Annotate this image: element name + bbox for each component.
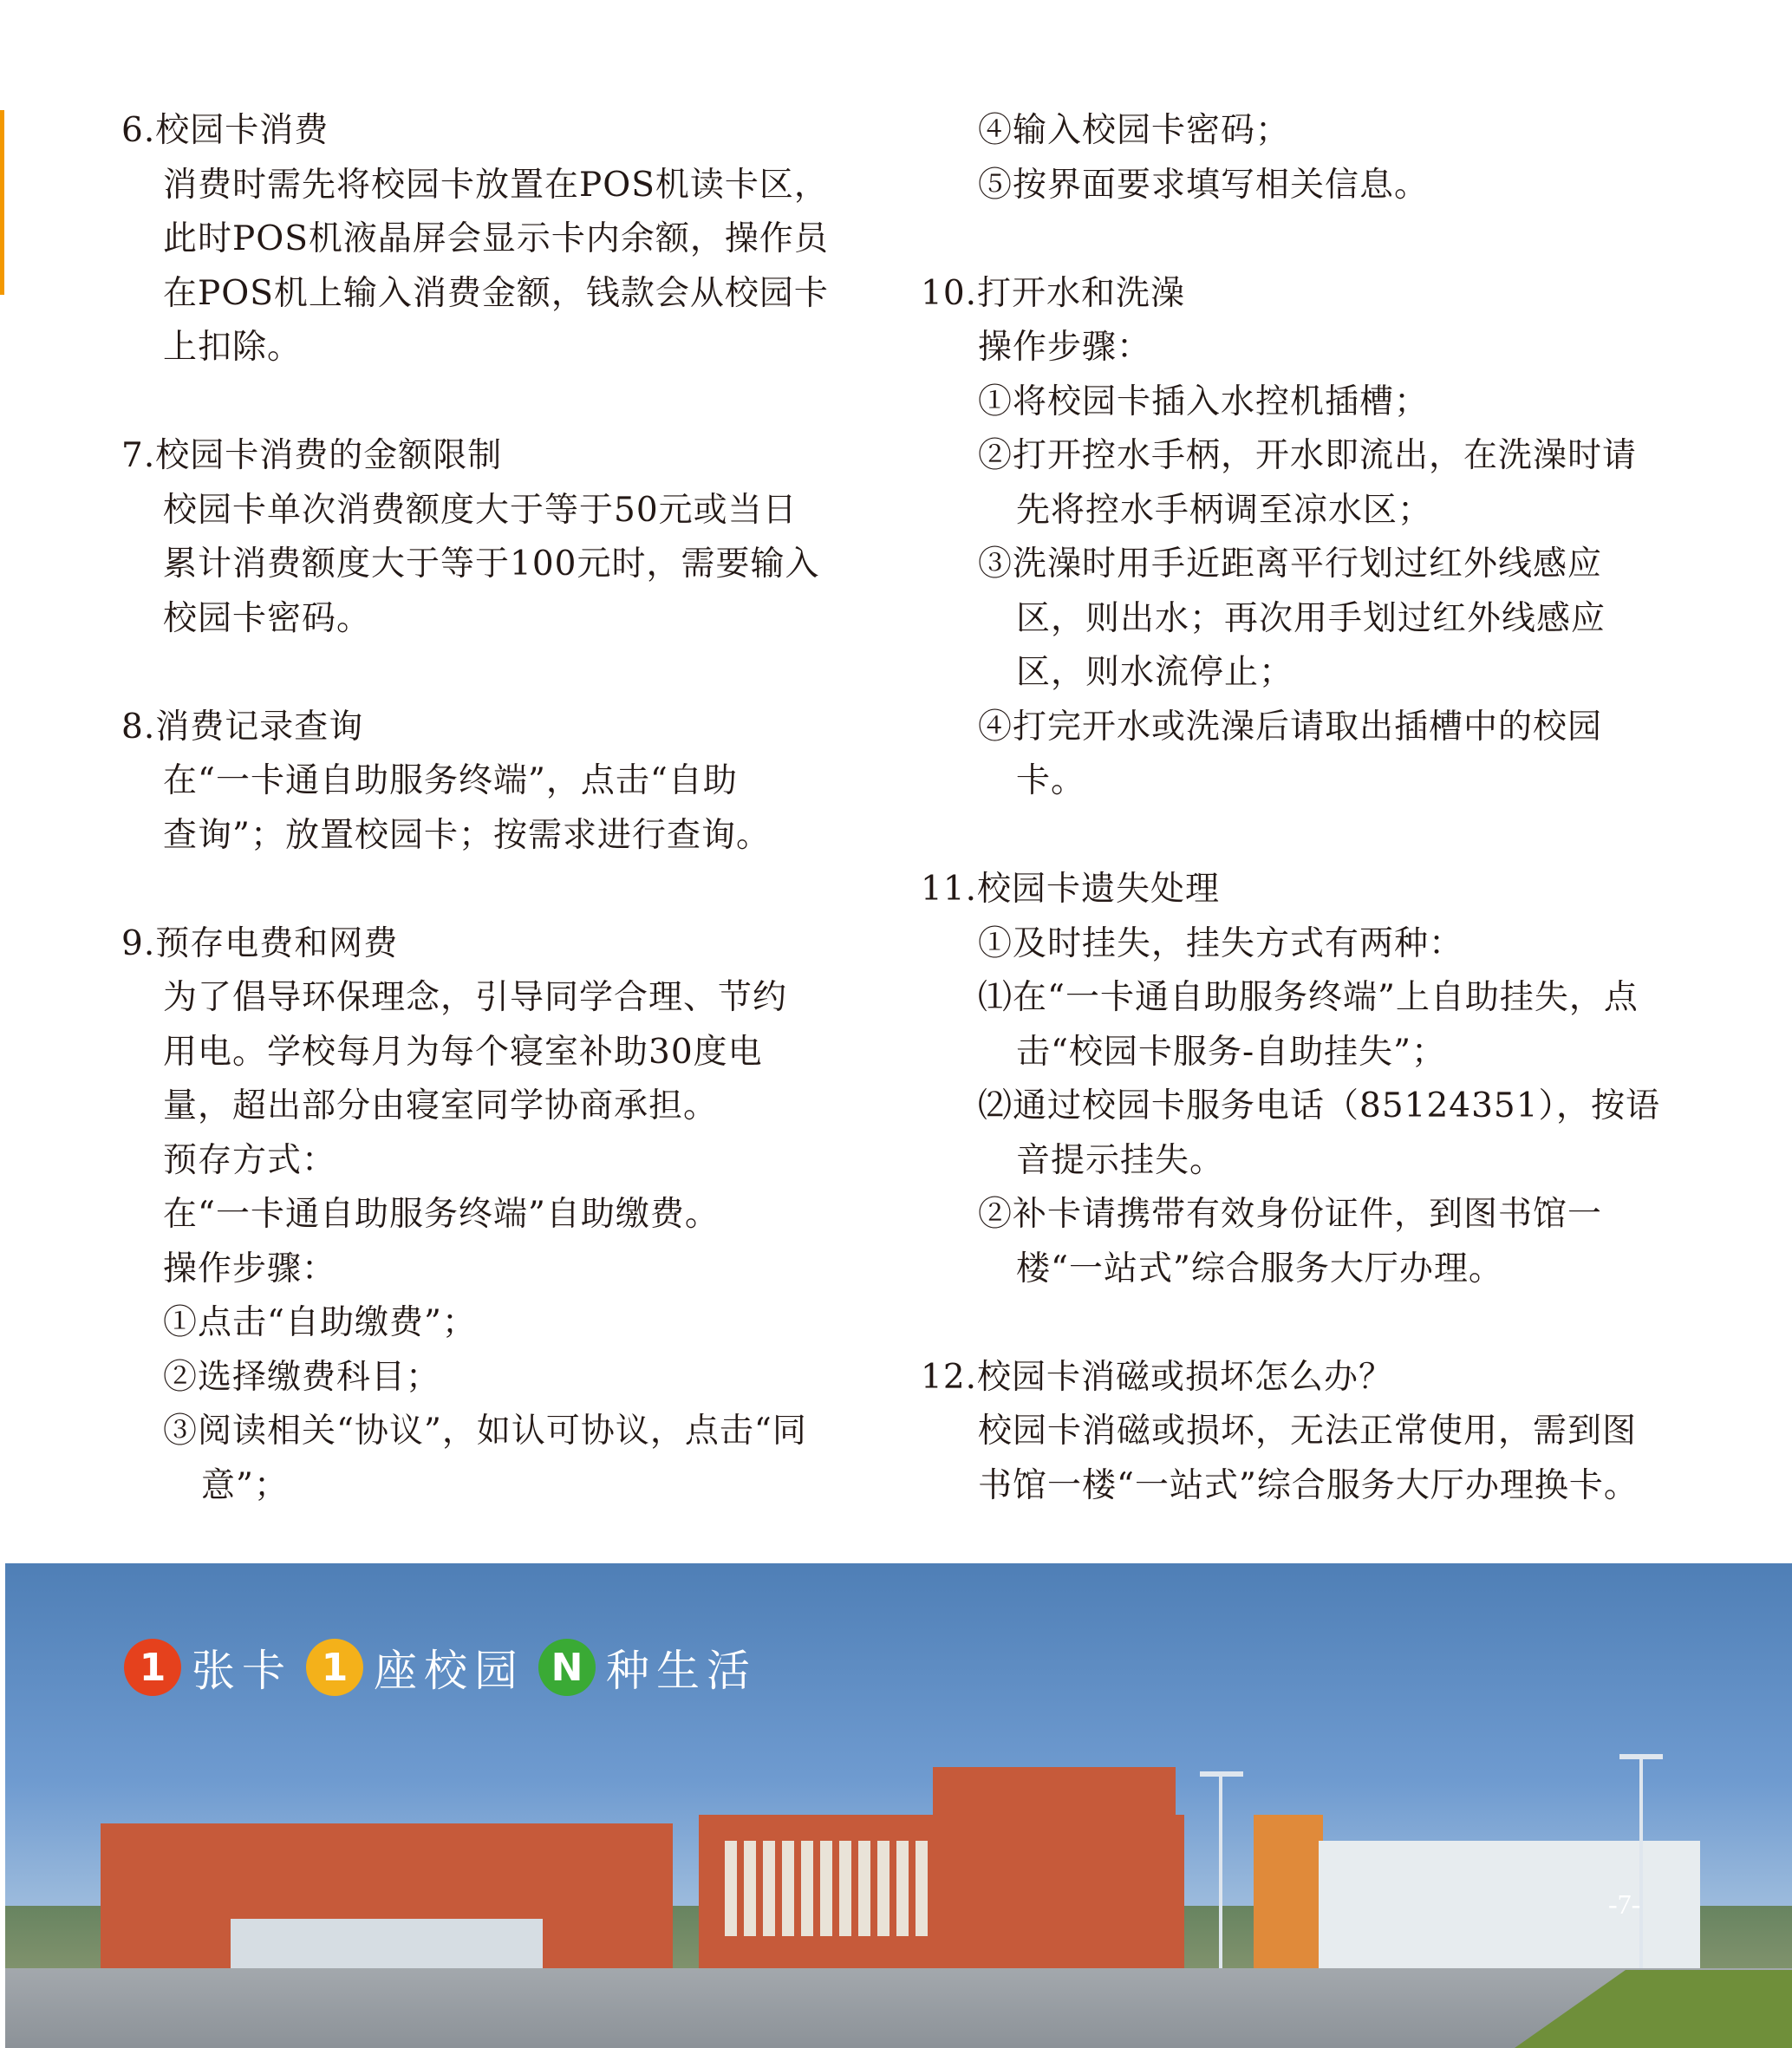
section-12-title: 12.校园卡消磁或损坏怎么办？ — [921, 1357, 1394, 1397]
section-11-title: 11.校园卡遗失处理 — [921, 870, 1221, 909]
slogan-text: 种生活 — [606, 1646, 757, 1696]
street-lamp-head — [1619, 1754, 1663, 1759]
page-number: -7- — [1608, 1888, 1641, 1920]
campus-building — [1319, 1841, 1700, 1971]
section-9-step: ③阅读相关“协议”，如认可协议，点击“同意”； — [163, 1412, 807, 1505]
section-10-title: 10.打开水和洗澡 — [921, 273, 1186, 313]
section-10-step: ④打完开水或洗澡后请取出插槽中的校园卡。 — [978, 707, 1603, 800]
street-lamp — [1219, 1771, 1222, 1971]
section-6-title: 6.校园卡消费 — [121, 111, 329, 150]
section-9-body: 为了倡导环保理念，引导同学合理、节约 用电。学校每月为每个寝室补助30度电 量，超出部分由寝室同学协商承担。 — [163, 978, 788, 1125]
section-10-step: ①将校园卡插入水控机插槽； — [978, 382, 1430, 421]
slogan — [124, 1637, 766, 1698]
section-11-step: ⑴在“一卡通自助服务终端”上自助挂失，点击“校园卡服务-自助挂失”； — [978, 978, 1639, 1072]
accent-bar — [0, 110, 4, 295]
right-column — [921, 104, 1666, 1513]
section-8-title: 8.消费记录查询 — [121, 707, 364, 747]
campus-building — [1254, 1815, 1323, 1971]
building-glass — [231, 1919, 543, 1971]
section-9-title: 9.预存电费和网费 — [121, 923, 399, 963]
campus-banner — [5, 1563, 1792, 2048]
section-9-step: ②选择缴费科目； — [163, 1357, 441, 1397]
section-9-method-label: 预存方式： — [163, 1140, 337, 1180]
section-9-step-cont: ④输入校园卡密码； — [978, 111, 1291, 150]
section-11-step: ⑵通过校园卡服务电话（85124351），按语音提示挂失。 — [978, 1086, 1661, 1180]
section-10-step: ②打开控水手柄，开水即流出，在洗澡时请先将控水手柄调至凉水区； — [978, 436, 1638, 530]
section-11-step: ②补卡请携带有效身份证件，到图书馆一楼“一站式”综合服务大厅办理。 — [978, 1195, 1603, 1288]
section-12-body: 校园卡消磁或损坏，无法正常使用，需到图书馆一楼“一站式”综合服务大厅办理换卡。 — [978, 1412, 1639, 1505]
slogan-badge: N — [538, 1639, 596, 1696]
section-10-step: ③洗澡时用手近距离平行划过红外线感应区，则出水；再次用手划过红外线感应区，则水流停止； — [978, 545, 1606, 692]
campus-building — [933, 1767, 1176, 1971]
section-8-body: 在“一卡通自助服务终端”，点击“自助 查询”；放置校园卡；按需求进行查询。 — [163, 761, 771, 855]
section-7-body: 校园卡单次消费额度大于等于50元或当日 累计消费额度大于等于100元时，需要输入 校园卡密码。 — [163, 490, 820, 638]
street-lamp — [1639, 1754, 1643, 1971]
slogan-badge: 1 — [306, 1639, 363, 1696]
slogan-text: 座校园 — [374, 1646, 525, 1696]
section-7-title: 7.校园卡消费的金额限制 — [121, 436, 503, 475]
section-9-step-cont: ⑤按界面要求填写相关信息。 — [978, 165, 1430, 205]
section-9-method: 在“一卡通自助服务终端”自助缴费。 — [163, 1195, 720, 1234]
section-9-step: ①点击“自助缴费”； — [163, 1303, 477, 1342]
left-column — [121, 104, 850, 1513]
section-10-steps-label: 操作步骤： — [978, 328, 1152, 367]
section-11-step: ①及时挂失，挂失方式有两种： — [978, 923, 1464, 963]
slogan-text: 张卡 — [192, 1646, 292, 1696]
street-lamp-head — [1200, 1771, 1243, 1777]
plaza-ground — [5, 1968, 1792, 2048]
section-6-body: 消费时需先将校园卡放置在POS机读卡区， 此时POS机液晶屏会显示卡内余额，操作员 在POS机上输入消费金额，钱款会从校园卡 上扣除。 — [163, 165, 829, 367]
slogan-badge: 1 — [124, 1639, 181, 1696]
section-9-steps-label: 操作步骤： — [163, 1249, 337, 1288]
